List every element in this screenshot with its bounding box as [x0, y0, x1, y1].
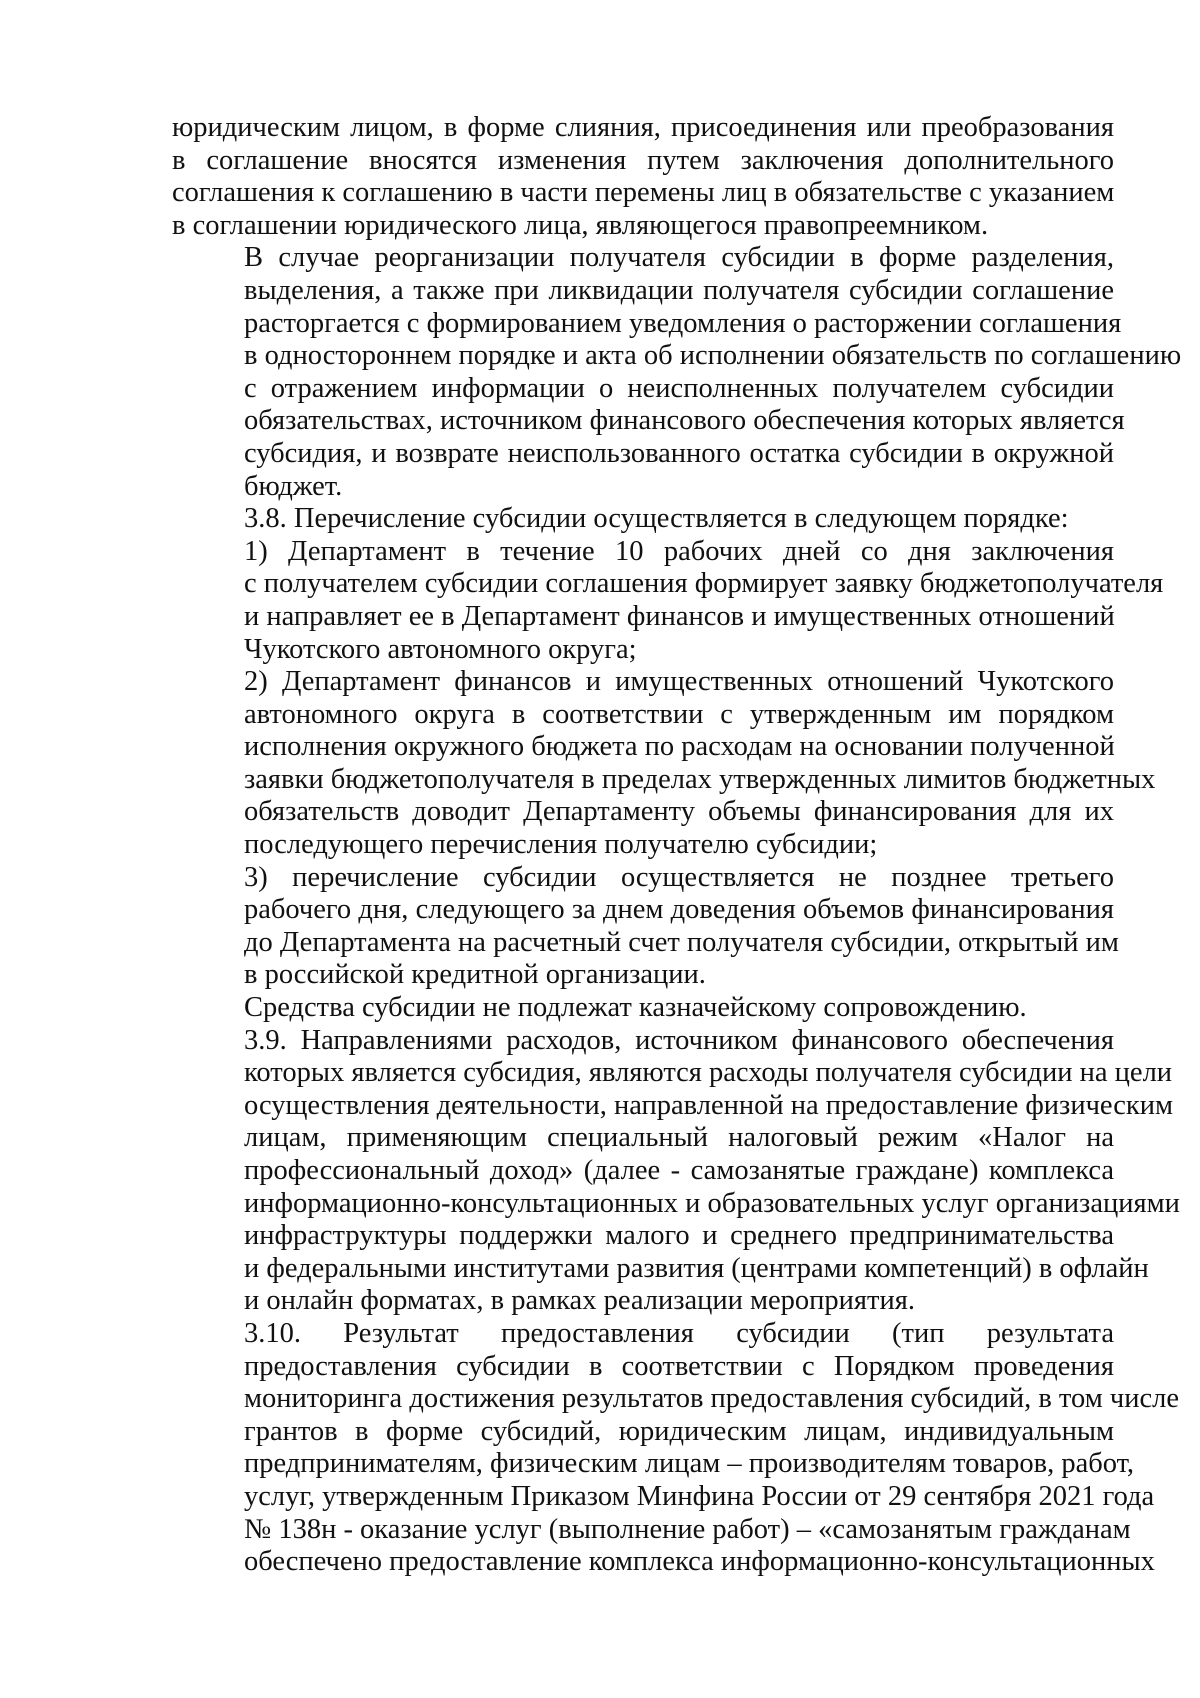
- text-line: в соглашении юридического лица, являющегося правопреемником.: [172, 209, 989, 241]
- paragraph-p3: [172, 503, 1114, 536]
- text-line: заявки бюджетополучателя в пределах утвержденных лимитов бюджетных: [244, 763, 1156, 795]
- text-line: 3.9. Направлениями расходов, источником финансового обеспечения: [244, 1024, 1114, 1056]
- paragraph-p7: [172, 992, 1114, 1025]
- text-line: В случае реорганизации получателя субсидии в форме разделения,: [244, 242, 1114, 274]
- text-line: рабочего дня, следующего за днем доведения объемов финансирования: [244, 894, 1114, 926]
- text-line: которых является субсидия, являются расходы получателя субсидии на цели: [244, 1057, 1173, 1089]
- text-line: в соглашение вносятся изменения путем заключения дополнительного: [172, 144, 1114, 176]
- text-line: 3.10. Результат предоставления субсидии (тип результата: [244, 1317, 1114, 1349]
- text-line: 2) Департамент финансов и имущественных отношений Чукотского: [244, 666, 1114, 698]
- text-line: предоставления субсидии в соответствии с Порядком проведения: [244, 1350, 1114, 1382]
- text-line: Средства субсидии не подлежат казначейскому сопровождению.: [244, 992, 1027, 1024]
- paragraph-p8: [172, 1024, 1180, 1318]
- text-line: осуществления деятельности, направленной на предоставление физическим: [244, 1089, 1174, 1121]
- text-line: 3.8. Перечисление субсидии осуществляется в следующем порядке:: [244, 503, 1069, 535]
- text-line: лицам, применяющим специальный налоговый режим «Налог на: [244, 1122, 1114, 1154]
- text-line: информационно-консультационных и образовательных услуг организациями: [244, 1187, 1180, 1219]
- text-line: мониторинга достижения результатов предоставления субсидий, в том числе: [244, 1383, 1179, 1415]
- text-line: бюджет.: [244, 470, 343, 502]
- text-line: автономного округа в соответствии с утвержденным им порядком: [244, 698, 1114, 730]
- text-line: обязательствах, источником финансового обеспечения которых является: [244, 405, 1125, 437]
- text-line: с отражением информации о неисполненных получателем субсидии: [244, 372, 1114, 404]
- paragraph-p9: [172, 1317, 1179, 1579]
- text-line: и федеральными институтами развития (центрами компетенций) в офлайн: [244, 1252, 1149, 1284]
- text-line: № 138н - оказание услуг (выполнение работ) – «самозанятым гражданам: [244, 1513, 1131, 1545]
- text-line: с получателем субсидии соглашения формирует заявку бюджетополучателя: [244, 568, 1164, 600]
- paragraph-p4: [172, 535, 1164, 666]
- text-line: услуг, утвержденным Приказом Минфина России от 29 сентября 2021 года: [244, 1480, 1155, 1512]
- paragraph-p6: [172, 861, 1119, 992]
- text-line: и направляет ее в Департамент финансов и имущественных отношений: [244, 600, 1115, 632]
- text-line: Чукотского автономного округа;: [244, 633, 637, 665]
- text-line: в одностороннем порядке и акта об исполнении обязательств по соглашению: [244, 340, 1182, 372]
- text-line: профессиональный доход» (далее - самозанятые граждане) комплекса: [244, 1155, 1114, 1186]
- text-line: инфраструктуры поддержки малого и среднего предпринимательства: [244, 1220, 1114, 1252]
- text-line: до Департамента на расчетный счет получателя субсидии, открытый им: [244, 926, 1119, 958]
- text-line: обеспечено предоставление комплекса информационно-консультационных: [244, 1546, 1155, 1578]
- text-line: обязательств доводит Департаменту объемы финансирования для их: [244, 796, 1114, 828]
- text-line: расторгается с формированием уведомления о расторжении соглашения: [244, 307, 1122, 339]
- text-line: и онлайн форматах, в рамках реализации мероприятия.: [244, 1285, 915, 1317]
- text-line: грантов в форме субсидий, юридическим лицам, индивидуальным: [244, 1415, 1114, 1447]
- text-line: субсидия, и возврате неиспользованного остатка субсидии в окружной: [244, 437, 1114, 469]
- text-line: соглашения к соглашению в части перемены лиц в обязательстве с указанием: [172, 177, 1115, 209]
- text-line: предпринимателям, физическим лицам – производителям товаров, работ,: [244, 1448, 1135, 1480]
- document-body: [172, 112, 1182, 1579]
- text-line: 3) перечисление субсидии осуществляется не позднее третьего: [244, 861, 1114, 893]
- text-line: юридическим лицом, в форме слияния, присоединения или преобразования: [172, 112, 1114, 143]
- text-line: последующего перечисления получателю субсидии;: [244, 829, 878, 861]
- paragraph-p1: [172, 112, 1114, 242]
- text-line: 1) Департамент в течение 10 рабочих дней со дня заключения: [244, 535, 1114, 567]
- text-line: выделения, а также при ликвидации получателя субсидии соглашение: [244, 274, 1114, 306]
- paragraph-p5: [172, 666, 1156, 862]
- text-line: исполнения окружного бюджета по расходам на основании полученной: [244, 731, 1115, 763]
- paragraph-p2: [172, 242, 1182, 503]
- text-line: в российской кредитной организации.: [244, 959, 706, 991]
